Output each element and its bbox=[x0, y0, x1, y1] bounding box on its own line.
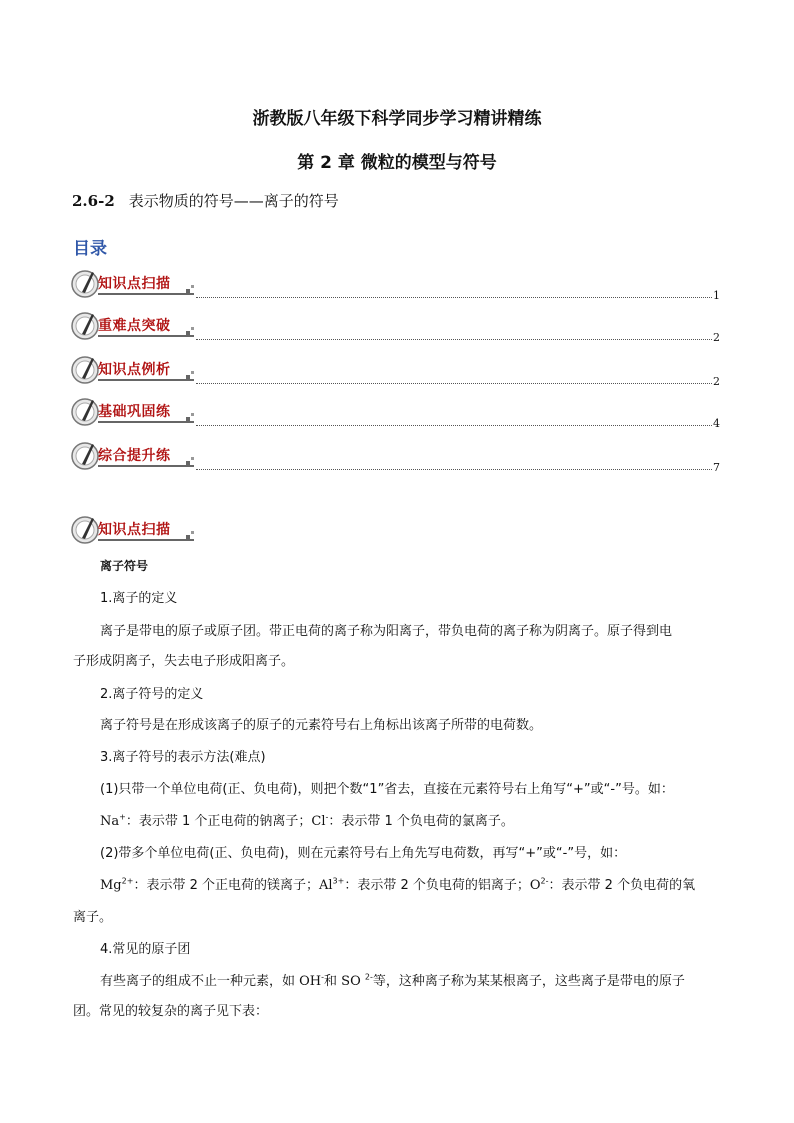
charge-na: + bbox=[119, 812, 126, 822]
symbol-al: Al bbox=[318, 878, 333, 893]
toc-page-number[interactable]: 2 bbox=[713, 375, 720, 388]
charge-al: 3+ bbox=[332, 876, 345, 886]
charge-o: 2- bbox=[540, 876, 549, 886]
toc-heading: 目录 bbox=[73, 239, 107, 259]
chapter-title: 第 2 章 微粒的模型与符号 bbox=[297, 153, 497, 173]
text-mid: 和 bbox=[324, 974, 342, 989]
paragraph-7-line-2: 团。常见的较复杂的离子见下表： bbox=[73, 1004, 269, 1019]
toc-leader-dots bbox=[196, 383, 712, 384]
symbol-o: O bbox=[529, 878, 541, 893]
toc-leader-dots bbox=[196, 469, 712, 470]
section-number: 2.6-2 bbox=[72, 192, 115, 210]
symbol-so4: SO bbox=[341, 974, 365, 989]
paragraph-1-line-1: 离子是带电的原子或原子团。带正电荷的离子称为阳离子，带负电荷的离子称为阴离子。原子得到电 bbox=[100, 624, 673, 639]
toc-item-badge[interactable] bbox=[70, 396, 196, 428]
section-badge bbox=[70, 514, 196, 546]
symbol-mg: Mg bbox=[100, 878, 122, 893]
document-title: 浙教版八年级下科学同步学习精讲精练 bbox=[252, 109, 542, 129]
toc-item-badge[interactable] bbox=[70, 440, 196, 472]
toc-item-label: 综合提升练 bbox=[98, 448, 171, 464]
text-o: ：表示带 2 个负电荷的氧 bbox=[548, 878, 696, 893]
text-mg: ：表示带 2 个正电荷的镁离子； bbox=[133, 878, 319, 893]
toc-item-label: 知识点扫描 bbox=[98, 276, 171, 292]
toc-item-label: 基础巩固练 bbox=[98, 404, 171, 420]
paragraph-6-line-2: 离子。 bbox=[73, 910, 113, 925]
toc-leader-dots bbox=[196, 339, 712, 340]
symbol-cl: Cl bbox=[311, 814, 326, 829]
charge-so4: 2- bbox=[364, 972, 373, 982]
toc-item-badge[interactable] bbox=[70, 310, 196, 342]
section-title: 表示物质的符号——离子的符号 bbox=[128, 192, 339, 210]
heading-radicals: 4.常见的原子团 bbox=[100, 942, 191, 957]
toc-page-number[interactable]: 2 bbox=[713, 331, 720, 344]
paragraph-7 bbox=[100, 973, 685, 991]
paragraph-2: 离子符号是在形成该离子的原子的元素符号右上角标出该离子所带的电荷数。 bbox=[100, 718, 543, 733]
section-heading bbox=[72, 190, 339, 211]
heading-notation: 3.离子符号的表示方法(难点) bbox=[100, 750, 266, 765]
heading-ion-symbol-definition: 2.离子符号的定义 bbox=[100, 687, 204, 702]
text-post: 等，这种离子称为某某根离子，这些离子是带电的原子 bbox=[372, 974, 685, 989]
text-pre: 有些离子的组成不止一种元素，如 bbox=[100, 974, 300, 989]
symbol-na: Na bbox=[100, 814, 120, 829]
toc-page-number[interactable]: 1 bbox=[713, 289, 720, 302]
toc-page-number[interactable]: 4 bbox=[713, 417, 720, 430]
paragraph-3: (1)只带一个单位电荷(正、负电荷)，则把个数“1”省去，直接在元素符号右上角写“+”或“-”号。如： bbox=[100, 782, 674, 797]
symbol-oh: OH bbox=[299, 974, 322, 989]
heading-ion-definition: 1.离子的定义 bbox=[100, 591, 178, 606]
toc-page-number[interactable]: 7 bbox=[713, 461, 720, 474]
badge-label: 知识点扫描 bbox=[98, 522, 171, 538]
paragraph-1-line-2: 子形成阴离子，失去电子形成阳离子。 bbox=[73, 654, 295, 669]
text-cl: ：表示带 1 个负电荷的氯离子。 bbox=[328, 814, 514, 829]
paragraph-4 bbox=[100, 813, 514, 831]
toc-leader-dots bbox=[196, 425, 712, 426]
toc-item-label: 知识点例析 bbox=[98, 362, 171, 378]
charge-mg: 2+ bbox=[121, 876, 134, 886]
charge-cl: - bbox=[325, 812, 329, 822]
toc-item-badge[interactable] bbox=[70, 354, 196, 386]
text-na: ：表示带 1 个正电荷的钠离子； bbox=[125, 814, 312, 829]
subheading: 离子符号 bbox=[100, 559, 149, 573]
paragraph-6 bbox=[100, 877, 695, 895]
paragraph-5: (2)带多个单位电荷(正、负电荷)，则在元素符号右上角先写电荷数，再写“+”或“-”号，如： bbox=[100, 846, 627, 861]
toc-item-label: 重难点突破 bbox=[98, 318, 171, 334]
toc-leader-dots bbox=[196, 297, 712, 298]
text-al: ：表示带 2 个负电荷的铝离子； bbox=[344, 878, 530, 893]
toc-item-badge[interactable] bbox=[70, 268, 196, 300]
charge-oh: - bbox=[321, 972, 325, 982]
